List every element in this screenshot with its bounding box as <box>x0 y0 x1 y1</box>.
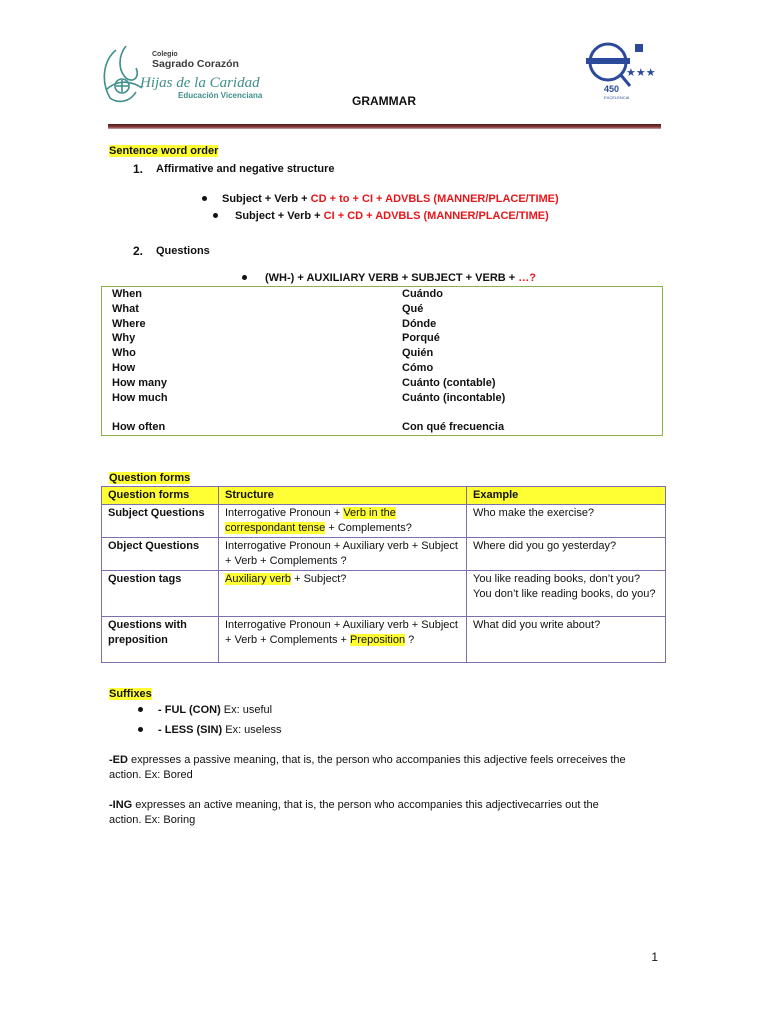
wh-word-spanish: Cuánto (contable) <box>402 376 496 389</box>
form-example: Where did you go yesterday? <box>467 538 666 571</box>
item1-label: Affirmative and negative structure <box>156 163 335 175</box>
wh-word-english: Who <box>112 347 136 360</box>
question-forms-table <box>101 486 666 663</box>
question-forms-heading: Question forms <box>109 472 191 484</box>
ing-explanation <box>109 798 609 828</box>
column-header: Structure <box>219 487 467 505</box>
form-structure <box>219 617 467 663</box>
suffix-term: - LESS (SIN) <box>158 724 223 736</box>
table-row <box>102 617 666 663</box>
form-structure <box>219 505 467 538</box>
question-formula-prefix: (WH-) + AUXILIARY VERB + SUBJECT + VERB + <box>265 272 519 284</box>
structure-highlight: Preposition <box>350 634 406 646</box>
seal-subtitle: EXCELENCIA <box>604 95 630 100</box>
wh-word-english: What <box>112 302 139 315</box>
sentence-order-heading: Sentence word order <box>109 145 219 157</box>
suffix-term: - FUL (CON) <box>158 704 221 716</box>
ing-text: expresses an active meaning, that is, the person who accompanies this adjectivecarries out the action. Ex: Boring <box>109 799 599 826</box>
structure-text: + Complements? <box>325 522 412 534</box>
form-structure <box>219 538 467 571</box>
svg-text:★★★: ★★★ <box>626 66 656 79</box>
structure-highlight: Verb in the correspondant tense <box>225 507 396 534</box>
item2-number: 2. <box>133 244 144 258</box>
page-title: GRAMMAR <box>352 94 416 108</box>
column-header: Example <box>467 487 666 505</box>
logo-line1: Colegio <box>152 51 178 58</box>
logo-line2: Sagrado Corazón <box>152 58 239 70</box>
table-header-row <box>102 487 666 505</box>
question-formula-red: …? <box>518 272 536 284</box>
wh-word-spanish: Con qué frecuencia <box>402 421 505 434</box>
suffixes-heading: Suffixes <box>109 688 152 700</box>
page-number: 1 <box>651 950 658 964</box>
form-name: Object Questions <box>102 538 219 571</box>
wh-word-spanish: Qué <box>402 302 424 315</box>
suffix-item <box>158 724 281 736</box>
form-name: Questions with preposition <box>102 617 219 663</box>
form-name: Question tags <box>102 571 219 617</box>
formula-affirmative-1 <box>222 193 559 205</box>
form-structure <box>219 571 467 617</box>
seal-number: 450 <box>604 84 620 94</box>
formula-affirmative-2 <box>235 210 549 222</box>
structure-text: Interrogative Pronoun + Auxiliary verb + Subject + Verb + Complements ? <box>225 540 458 567</box>
wh-word-english: How <box>112 361 136 374</box>
english-column <box>102 287 393 436</box>
formula1-prefix: Subject + Verb + <box>222 193 311 205</box>
wh-words-table <box>101 286 663 436</box>
table-row <box>102 571 666 617</box>
wh-word-spanish: Porqué <box>402 332 440 345</box>
item1-number: 1. <box>133 162 144 176</box>
item2-label: Questions <box>156 245 210 257</box>
wh-word-english: How much <box>112 391 168 404</box>
ing-term: -ING <box>109 799 133 811</box>
table-row <box>102 287 663 436</box>
question-formula <box>265 272 536 284</box>
wh-word-spanish <box>402 405 652 420</box>
wh-word-english: How many <box>112 376 168 389</box>
suffix-item <box>158 704 272 716</box>
formula1-red: CD + to + CI + ADVBLS (MANNER/PLACE/TIME) <box>310 193 559 205</box>
bullet-icon <box>213 213 218 218</box>
structure-text: Interrogative Pronoun + Auxiliary verb + Subject + Verb + Complements + <box>225 619 458 646</box>
wh-word-english <box>112 405 382 420</box>
wh-word-english: How often <box>112 421 166 434</box>
wh-word-english: Where <box>112 317 146 330</box>
structure-text: ? <box>405 634 415 646</box>
ed-term: -ED <box>109 754 128 766</box>
bullet-icon <box>242 275 247 280</box>
table-row <box>102 505 666 538</box>
formula2-prefix: Subject + Verb + <box>235 210 324 222</box>
formula2-red: CI + CD + ADVBLS (MANNER/PLACE/TIME) <box>323 210 549 222</box>
structure-text: Interrogative Pronoun + <box>225 507 344 519</box>
form-example: You like reading books, don’t you? You don’t like reading books, do you? <box>467 571 666 617</box>
spanish-column <box>392 287 663 436</box>
wh-word-spanish: Cuánto (incontable) <box>402 391 506 404</box>
form-example: Who make the exercise? <box>467 505 666 538</box>
wh-word-spanish: Dónde <box>402 317 437 330</box>
header-divider <box>108 124 661 129</box>
wh-word-spanish: Cuándo <box>402 288 443 300</box>
wh-word-english: When <box>112 288 142 300</box>
column-header: Question forms <box>102 487 219 505</box>
bullet-icon <box>138 727 143 732</box>
bullet-icon <box>202 196 207 201</box>
form-example: What did you write about? <box>467 617 666 663</box>
wh-word-spanish: Cómo <box>402 361 434 374</box>
wh-word-english: Why <box>112 332 136 345</box>
excellence-seal <box>580 40 656 102</box>
structure-highlight: Auxiliary verb <box>225 573 292 585</box>
table-row <box>102 538 666 571</box>
logo-line4: Educación Vicenciana <box>178 91 263 100</box>
ed-explanation <box>109 753 654 783</box>
logo-line3: Hijas de la Caridad <box>140 75 260 91</box>
form-name: Subject Questions <box>102 505 219 538</box>
suffix-example: Ex: useful <box>220 704 273 716</box>
ed-text: expresses a passive meaning, that is, the person who accompanies this adjective feels orreceives the action. Ex: Bored <box>109 754 626 781</box>
bullet-icon <box>138 707 143 712</box>
suffix-example: Ex: useless <box>222 724 282 736</box>
structure-text: + Subject? <box>291 573 347 585</box>
wh-word-spanish: Quién <box>402 347 434 360</box>
